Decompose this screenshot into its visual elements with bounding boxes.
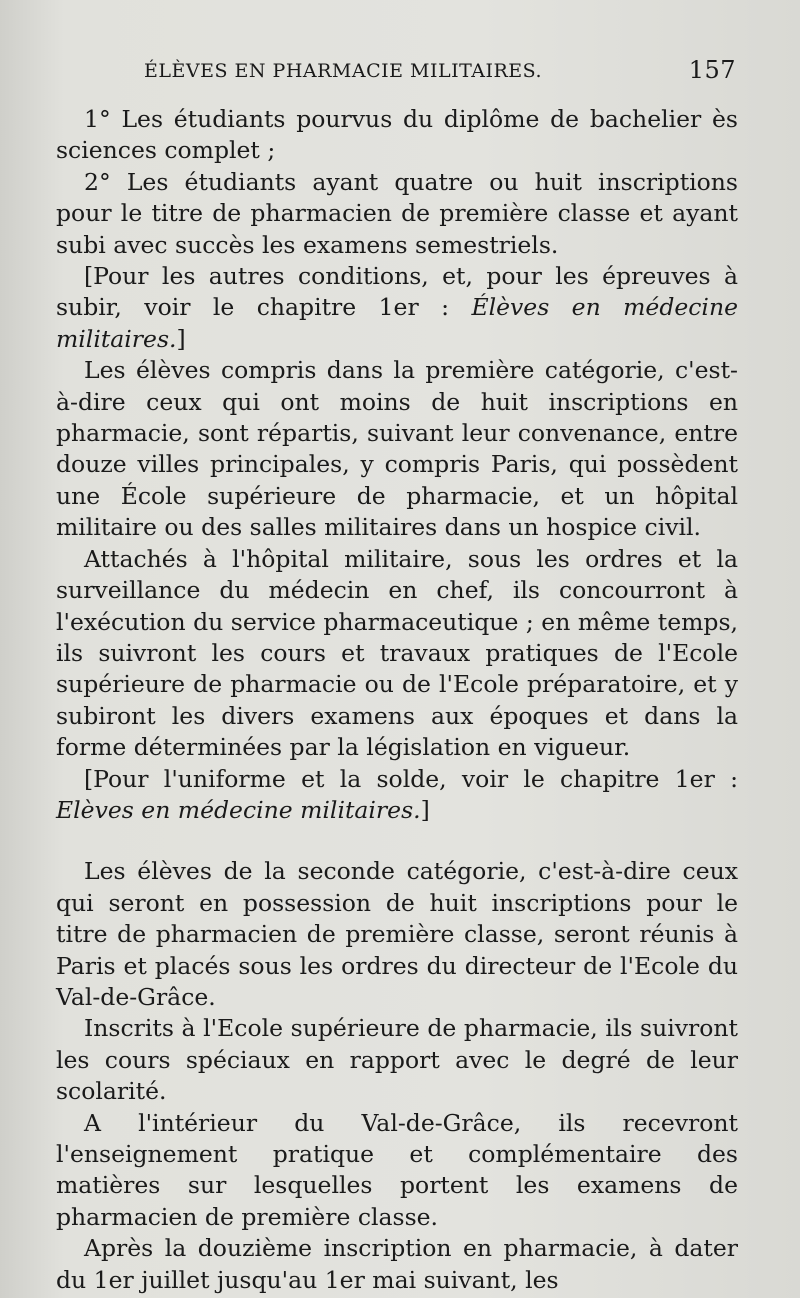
paragraph-10: Après la douzième inscription en pharmacie, à dater du 1er juillet jusqu'au 1er mai suivant, les [56, 1234, 738, 1294]
paragraph-8: Inscrits à l'Ecole supérieure de pharmacie, ils suivront les cours spéciaux en rapport avec le degré de leur scolarité. [56, 1014, 738, 1106]
paragraph-9: A l'intérieur du Val-de-Grâce, ils recevront l'enseignement pratique et complémentaire des matières sur lesquelles portent les examens de pharmacien de première classe. [56, 1108, 738, 1231]
paragraph-6-note [56, 764, 738, 827]
page-number: 157 [688, 56, 736, 84]
note-text: [Pour l'uniforme et la solde, voir le chapitre 1er : [84, 764, 738, 793]
note-italic-reference: Elèves en médecine militaires. [56, 795, 421, 824]
note-closing-bracket: ] [420, 795, 430, 824]
paragraph-7: Les élèves de la seconde catégorie, c'est-à-dire ceux qui seront en possession de huit inscriptions pour le titre de pharmacien de première classe, seront réunis à Paris et placés sous les ordres du directeur de l'Ecole du Val-de-Grâce. [56, 857, 738, 1011]
paragraph-4: Les élèves compris dans la première catégorie, c'est-à-dire ceux qui ont moins de huit inscriptions en pharmacie, sont répartis, suivant leur convenance, entre douze villes principales, y compris Paris, qui possèdent une École supérieure de pharmacie, et un hôpital militaire ou des salles militaires dans un hospice civil. [56, 356, 738, 542]
paragraph-3-note [56, 261, 738, 355]
running-title: ÉLÈVES EN PHARMACIE MILITAIRES. [144, 60, 543, 82]
note-italic-reference: Élèves en médecine militaires. [56, 293, 738, 353]
running-head [56, 52, 738, 92]
note-text: [Pour les autres conditions, et, pour les épreuves à subir, voir le chapitre 1er : [56, 262, 738, 322]
paragraph-1: 1° Les étudiants pourvus du diplôme de bachelier ès sciences complet ; [56, 105, 738, 165]
paragraph-2: 2° Les étudiants ayant quatre ou huit inscriptions pour le titre de pharmacien de première classe et ayant subi avec succès les examens semestriels. [56, 167, 738, 259]
note-closing-bracket: ] [176, 324, 186, 353]
body-text [56, 104, 738, 1296]
paragraph-5: Attachés à l'hôpital militaire, sous les ordres et la surveillance du médecin en chef, ils concourront à l'exécution du service pharmaceutique ; en même temps, ils suivront les cours et travaux pratiques de l'Ecole supérieure de pharmacie ou de l'Ecole préparatoire, et y subiront les divers examens aux époques et dans la forme déterminées par la législation en vigueur. [56, 544, 738, 762]
